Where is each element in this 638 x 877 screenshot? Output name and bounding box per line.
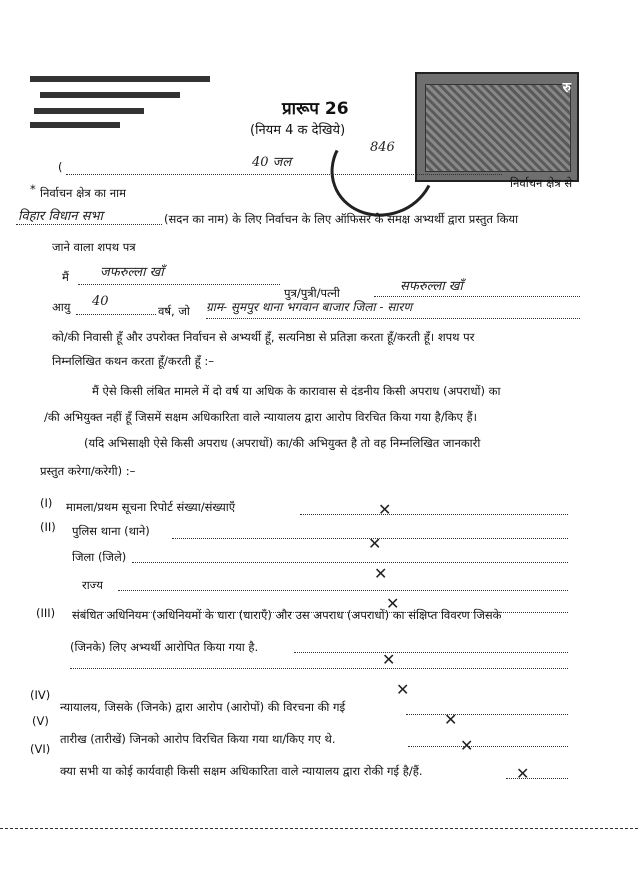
item-iii-cross2: ✕ — [396, 680, 410, 699]
item-vi-text: क्या सभी या कोई कार्यवाही किसी सक्षम अधिकारिता वाले न्यायालय द्वारा रोकी गई है/हैं. — [60, 764, 423, 778]
para1-line2: /की अभियुक्त नहीं हूँ जिसमें सक्षम अधिकारिता वाले न्यायालय द्वारा आरोप विरचित किया गया है/किए हैं। — [44, 410, 477, 424]
constituency-blank — [66, 174, 502, 175]
i-prefix: मैं — [62, 270, 69, 284]
candidate-name-blank — [78, 284, 280, 285]
address-blank — [206, 318, 580, 319]
stamp-label: रु — [562, 80, 571, 96]
police-station-cross: ✕ — [368, 534, 382, 553]
item-i-blank — [300, 514, 568, 515]
item-vi-number: (VI) — [30, 742, 51, 756]
district-cross: ✕ — [374, 564, 388, 583]
item-iii-blank2 — [70, 668, 568, 669]
constituency-name-label: निर्वाचन क्षेत्र का नाम — [40, 186, 127, 200]
bottom-rule — [0, 828, 638, 829]
relation-label: पुत्र/पुत्री/पत्नी — [284, 286, 340, 300]
constituency-paren: ( — [58, 160, 63, 174]
para2-line2: प्रस्तुत करेगा/करेगी) :– — [40, 464, 136, 478]
state-label: राज्य — [82, 578, 103, 592]
constituency-suffix: निर्वाचन क्षेत्र से — [510, 176, 573, 190]
house-line-text: (सदन का नाम) के लिए निर्वाचन के लिए ऑफिसर के समक्ष अभ्यर्थी द्वारा प्रस्तुत किया — [164, 212, 519, 226]
state-blank — [118, 590, 568, 591]
item-iii-number: (III) — [36, 606, 56, 620]
registration-stamp — [30, 70, 230, 130]
item-iii-top-blank — [72, 612, 568, 613]
age-blank — [76, 314, 156, 315]
item-ii-number: (II) — [40, 520, 56, 534]
stamp-image — [425, 84, 571, 172]
item-iii-text2: (जिनके) लिए अभ्यर्थी आरोपित किया गया है. — [70, 640, 259, 654]
house-name-blank — [16, 224, 162, 225]
item-v-cross: ✕ — [460, 736, 474, 755]
item-vi-cross: ✕ — [516, 764, 530, 783]
statement-line: निम्नलिखित कथन करता हूँ/करती हूँ :– — [52, 354, 215, 368]
police-station-label: पुलिस थाना (थाने) — [72, 524, 150, 538]
line1-bullet: * — [30, 182, 36, 196]
age-handwritten: 40 — [92, 294, 109, 309]
rule-reference: (नियम 4 क देखिये) — [250, 123, 346, 138]
years-label: वर्ष, जो — [158, 304, 190, 318]
affidavit-line: जाने वाला शपथ पत्र — [52, 240, 136, 254]
item-iv-text: न्यायालय, जिसके (जिनके) द्वारा आरोप (आरोपों) की विरचना की गई — [60, 700, 346, 714]
item-iv-blank — [406, 714, 568, 715]
item-iii-blank1 — [294, 652, 568, 653]
form-title: प्रारूप 26 — [282, 99, 349, 119]
item-i-text: मामला/प्रथम सूचना रिपोर्ट संख्या/संख्याएँ — [66, 500, 236, 514]
para1-line1: मैं ऐसे किसी लंबित मामले में दो वर्ष या अधिक के कारावास से दंडनीय किसी अपराध (अपराधों) का — [92, 384, 501, 398]
item-v-number: (V) — [32, 714, 49, 728]
father-name-blank — [374, 296, 580, 297]
item-i-cross: ✕ — [378, 500, 392, 519]
item-i-number: (I) — [40, 496, 53, 510]
house-name-handwritten: विहार विधान सभा — [18, 209, 103, 224]
item-iii-text1: संबंधित अधिनियम (अधिनियमों के धारा (धाराएँ) और उस अपराध (अपराधों) का संक्षिप्त विवरण जिसके — [72, 608, 502, 622]
para2-line1: (यदि अभिसाक्षी ऐसे किसी अपराध (अपराधों) का/की अभियुक्त है तो वह निम्नलिखित जानकारी — [84, 436, 481, 450]
court-fee-stamp — [415, 72, 579, 182]
item-iv-number: (IV) — [30, 688, 51, 702]
district-blank — [132, 562, 568, 563]
item-iii-cross1: ✕ — [382, 650, 396, 669]
candidate-name-handwritten: जफरुल्ला खाँ — [100, 265, 164, 280]
item-v-text: तारीख (तारीखें) जिनको आरोप विरचित किया गया था/किए गए थे. — [60, 732, 336, 746]
serial-handwritten: 846 — [370, 140, 395, 155]
state-cross: ✕ — [386, 594, 400, 613]
address-handwritten: ग्राम- सुमपुर थाना भगवान बाजार जिला - सारण — [206, 300, 412, 314]
district-label: जिला (जिले) — [72, 550, 127, 564]
item-iv-cross: ✕ — [444, 710, 458, 729]
item-v-blank — [408, 746, 568, 747]
father-name-handwritten: सफरुल्ला खाँ — [400, 279, 463, 294]
age-label: आयु — [52, 300, 71, 314]
residence-line: को/की निवासी हूँ और उपरोक्त निर्वाचन से अभ्यर्थी हूँ, सत्यनिष्ठा से प्रतिज्ञा करता हूँ/करती हूँ। शपथ पर — [52, 330, 475, 344]
date-handwritten: 40 जल — [252, 155, 292, 170]
